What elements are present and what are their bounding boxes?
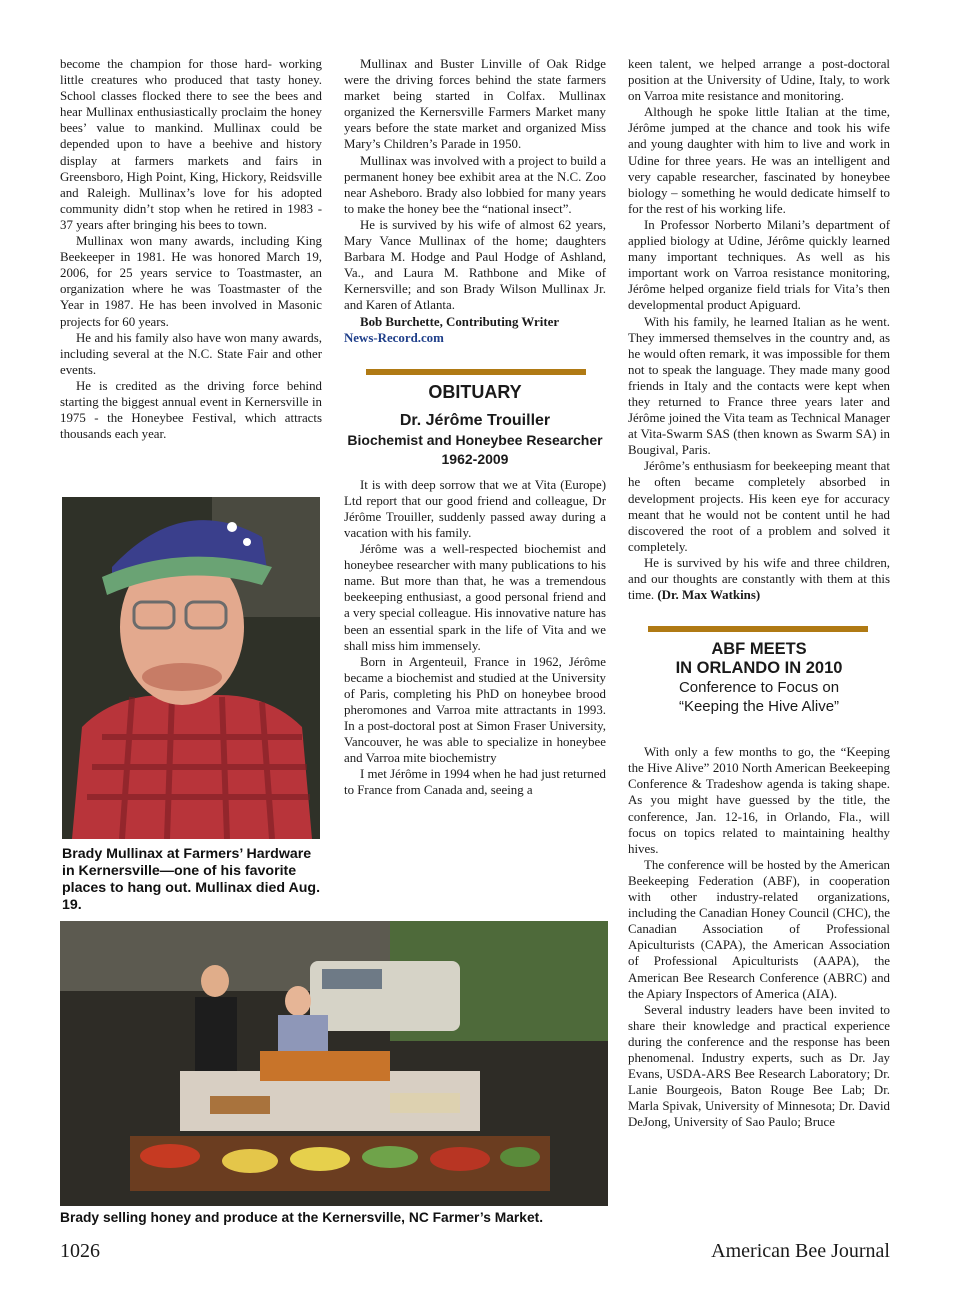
obituary-paragraph: keen talent, we helped arrange a post-doctoral position at the University of Udine, Italy, to work on Varroa mite resistance and monitoring. [628,57,890,104]
article-paragraph: Mullinax won many awards, including King Beekeeper in 1981. He was honored March 19, 2006, for 25 years service to Toastmaster, an organization where he was Toastmaster of the Year in 1987. He has been involved in Masonic projects for 60 years. [60,234,322,329]
obituary-name: Dr. Jérôme Trouiller [399,411,551,429]
obituary-paragraph: Jérôme’s enthusiasm for beekeeping meant that he often became completely absorbed in development projects. His keen eye for accuracy meant that he would not be content until he had discovered the root of a problem and solved it completely. [628,459,890,554]
obituary-signature: (Dr. Max Watkins) [657,588,761,603]
farmers-market-photo [60,921,608,1206]
article-paragraph: He is survived by his wife of almost 62 years, Mary Vance Mullinax of the home; daughters Barbara M. Hodge and Paul Hodge of Ashland, Va., and Laura M. Rathbone and Mike of Kernersville; and son Brady Wilson Mullinax Jr. and Karen of Atlanta. [344,217,606,313]
obituary-paragraph: With his family, he learned Italian as he went. They immersed themselves in the country and, as he would often remark, it was impossible for them not to speak the language. They made many good friends in Italy and the contacts were kept when they returned to France three years later and Jérôme joined the Vita team as Technical Manager at Vita-Swarm SAS (then known as Swarm SA) in Bougival, Paris. [628,314,890,458]
market-caption-text: Brady selling honey and produce at the Kernersville, NC Farmer’s Market. [60,1210,544,1225]
article-paragraph: become the champion for those hard- working little creatures who produced that tasty honey. School classes flocked there to see the bees and hear Mullinax enthusiastically proclaim the honey bees’ value to mankind. Mullinax could be depended upon to have a beehive and history display at farmers markets and fairs in Greensboro, High Point, King, Hickory, Reidsville and Raleigh. Mullinax’s love for his adopted community didn’t stop when he retired in 1983 - 37 years after bringing his bees to town. [60,57,322,232]
journal-name: American Bee Journal [711,1240,890,1262]
article-column-left [60,56,322,442]
abf-subhead-line1: Conference to Focus on [678,679,840,697]
abf-paragraph: The conference will be hosted by the American Beekeeping Federation (ABF), in cooperation with other industry-related organizations, including the Canadian Honey Council (CHC), the Canadian Association of Professional Apiculturists (CAPA), the American Association of Professional Apiculturists (AAPA), the American Bee Research Conference (ABRC) and the Apiary Inspectors of America (AIA). [628,857,890,1001]
portrait-caption-text: Brady Mullinax at Farmers’ Hardware in Kernersville—one of his favorite places to hang out. Mullinax died Aug. 19. [62,846,321,913]
obituary-paragraph: In Professor Norberto Milani’s department of applied biology at Udine, Jérôme quickly learned many important techniques. As well as his important work on Varroa resistance monitoring, Jérôme helped organize field trials for Vita’s then developmental product Apiguard. [628,217,890,313]
obituary-paragraph: I met Jérôme in 1994 when he had just returned to France from Canada and, seeing a [344,767,606,798]
section-divider [366,369,586,375]
abf-subhead-line2: “Keeping the Hive Alive” [678,698,840,716]
obituary-paragraph: It is with deep sorrow that we at Vita (Europe) Ltd report that our good friend and colleague, Dr Jérôme Trouiller, suddenly passed away during a vacation with his family. [344,477,606,540]
portrait-caption [62,846,324,914]
obituary-paragraph: Born in Argenteuil, France in 1962, Jérôme became a biochemist and studied at the University of Paris, completing his PhD on honeybee brood pheromones and Varroa mite attractants in 1993. In a post-doctoral post at Simon Fraser University, Vancouver, he was able to specialize in honeybee and Varroa mite biochemistry [344,654,606,766]
article-paragraph: Mullinax was involved with a project to build a permanent honey bee exhibit area at the N.C. Zoo near Asheboro. Brady also lobbied for many years to make the honey bee the “national insect”. [344,153,606,216]
abf-heading-line2: IN ORLANDO IN 2010 [675,659,843,678]
obituary-paragraph: Jérôme was a well-respected biochemist and honeybee researcher with many publications to his name. But more than that, he was a tremendous beekeeping enthusiast, a good personal friend and a very special colleague. His innovative nature has been an essential spark in the life of Vita and we shall miss him immensely. [344,542,606,653]
market-caption [60,1209,620,1227]
portrait-illustration [62,497,320,839]
article-paragraph: He is credited as the driving force behind starting the biggest annual event in Kernersville in 1975 - the Honeybee Festival, which attracts thousands each year. [60,378,322,442]
obituary-paragraph: Although he spoke little Italian at the time, Jérôme jumped at the chance and took his wife and young daughter with him to live and work in Udine for three years. He was an intelligent and very capable researcher, fascinated by honeybee biology – something he would dedicate himself to for the rest of his working life. [628,105,890,216]
abf-heading-line1: ABF MEETS [711,640,807,659]
closing-text: He is survived by his wife and three children, and our thoughts are constantly with them at this time. [628,555,890,603]
article-column-middle [344,56,606,799]
obituary-heading: OBITUARY [428,381,522,402]
article-paragraph: Mullinax and Buster Linville of Oak Ridge were the driving forces behind the state farmers market being started in Colfax. Mullinax organized the Kernersville Farmers Market many years before the state market and organized Miss Mary’s Children’s Parade in 1950. [344,57,606,152]
article-paragraph: He and his family also have won many awards, including several at the N.C. State Fair and other events. [60,330,322,377]
abf-paragraph: With only a few months to go, the “Keeping the Hive Alive” 2010 North American Beekeeping Conference & Tradeshow agenda is taking shape. As you might have guessed by the title, the conference, Jan. 12-16, in Orlando, Fla., will focus on topics related to maintaining healthy hives. [628,745,890,856]
article-column-right [628,56,890,1130]
mullinax-portrait-photo [62,497,320,839]
page-number: 1026 [60,1240,100,1262]
abf-paragraph: Several industry leaders have been invited to share their knowledge and practical experience during the conference and the response has been phenomenal. Industry experts, such as Dr. Jay Evans, USDA-ARS Bee Research Laboratory; Dr. Lanie Bourgeois, Baton Rouge Bee Lab; Dr. Marla Spivak, University of Minnesota; Dr. David DeJong, University of Sao Paulo; Bruce [628,1002,890,1130]
obituary-years: 1962-2009 [441,450,509,467]
section-divider [648,626,868,632]
obituary-role: Biochemist and Honeybee Researcher [347,431,603,448]
author-signature: Bob Burchette, Contributing Writer [360,314,560,329]
market-illustration [60,921,608,1206]
obituary-closing-paragraph [628,555,890,603]
publication-credit: News-Record.com [344,330,444,345]
